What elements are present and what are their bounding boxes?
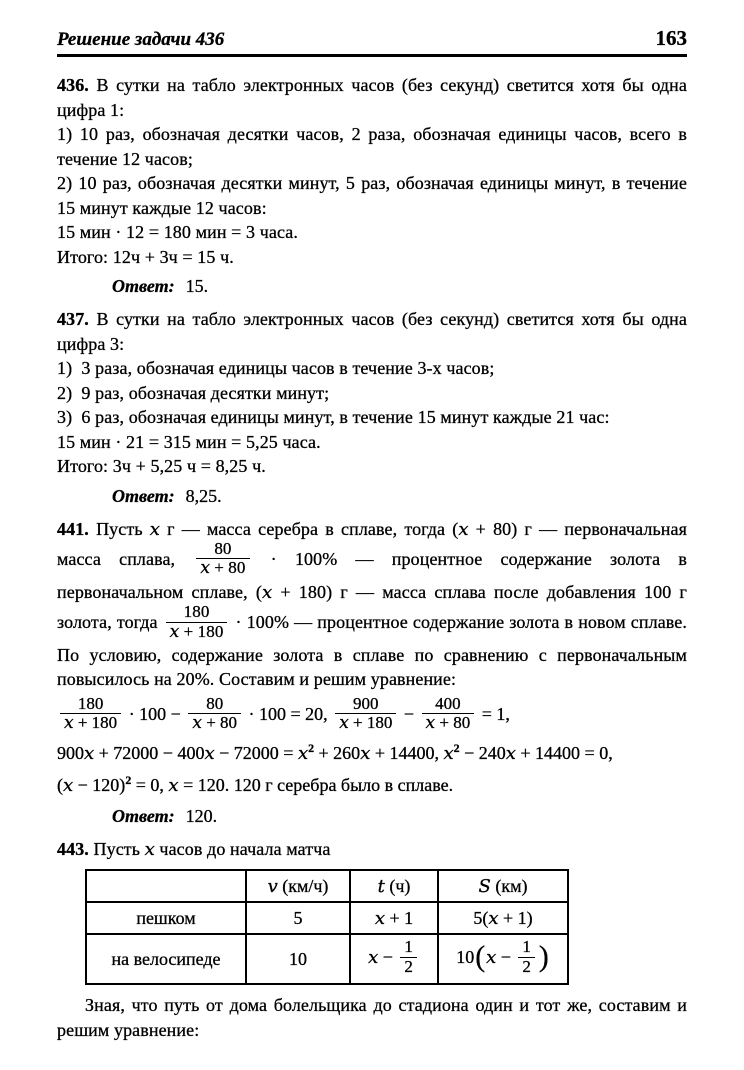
table-cell: x − $\frac{1}{2}$ xyxy=(350,934,438,984)
solution-443 xyxy=(57,837,687,1043)
solution-443-closing: Зная, что путь от дома болельщика до стадиона один и тот же, составим и решим уравнение: xyxy=(57,995,687,1040)
running-header xyxy=(57,26,687,51)
solution-437-intro: 437. В сутки на табло электронных часов (без секунд) светится хотя бы одна цифра 3: xyxy=(57,309,687,354)
answer-label: Ответ: xyxy=(112,805,175,826)
solution-437-item-3: 3) 6 раз, обозначая единицы минут, в течение 15 минут каждые 21 час: xyxy=(57,407,610,427)
answer-value: 8,25. xyxy=(185,485,222,506)
table-cell: 10 xyxy=(246,934,350,984)
solution-437-calculation: 15 мин · 21 = 315 мин = 5,25 часа. xyxy=(57,431,321,452)
solution-436-total: Итого: 12ч + 3ч = 15 ч. xyxy=(57,246,234,267)
table-header-cell-time: t (ч) xyxy=(350,870,438,902)
table-row-bicycle xyxy=(86,934,568,984)
page-number: 163 xyxy=(655,26,687,50)
table-cell: 10(x − $\frac{1}{2}$ ) xyxy=(438,934,568,984)
solution-437 xyxy=(57,307,687,508)
table-header-cell-distance: S (км) xyxy=(438,870,568,902)
solution-436-calculation: 15 мин · 12 = 180 мин = 3 часа. xyxy=(57,222,298,242)
running-title: Решение задачи 436 xyxy=(57,29,225,50)
solution-441-answer xyxy=(112,804,687,828)
solution-441-body: 441. Пусть x г — масса серебра в сплаве, тогда (x + 80) г — первоначальная масса сплава, $\frac{80}{x + 80}$ · 100% — процентное содержание золота в первоначальном сплаве, (x + 180) г — масса сплава после добавления 100 г золота, тогда $\frac{180}{x + 180}$ · 100% — процентное содержание золота в новом сплаве. По условию, содержание золота в сплаве по сравнению с первоначальным повысилось на 20%. Составим и решим уравнение: xyxy=(57,518,688,690)
solution-437-total: Итого: 3ч + 5,25 ч = 8,25 ч. xyxy=(57,456,266,476)
table-header-cell-label xyxy=(86,870,246,902)
table-cell: x + 1 xyxy=(350,902,438,934)
header-rule xyxy=(57,54,687,57)
table-cell: на велосипеде xyxy=(86,934,246,984)
solution-436-intro: 436. В сутки на табло электронных часов (без секунд) светится хотя бы одна цифра 1: xyxy=(57,75,687,120)
table-header-row xyxy=(86,870,568,902)
solution-441-equation-2: $900x + 72000 - 400x - 72000 = x^2 + 260x + 14400$, $x^2 - 240x + 14400 = 0$, xyxy=(57,740,613,764)
solution-441-equation-3: $(x - 120)^2 = 0$, x = 120. 120 г серебра было в сплаве. xyxy=(57,772,454,796)
answer-value: 15. xyxy=(185,276,209,296)
solution-436-answer xyxy=(112,274,687,298)
table-header-cell-speed: v (км/ч) xyxy=(246,870,350,902)
solution-436 xyxy=(57,73,687,298)
solution-437-item-1: 1) 3 раза, обозначая единицы часов в течение 3-х часов; xyxy=(57,358,495,378)
solution-437-answer xyxy=(112,484,687,508)
table-cell: пешком xyxy=(86,902,246,934)
solution-436-item-2: 2) 10 раз, обозначая десятки минут, 5 раз, обозначая единицы минут, в течение 15 минут каждые 12 часов: xyxy=(57,173,687,218)
solution-437-item-2: 2) 9 раз, обозначая десятки минут; xyxy=(57,382,330,403)
solution-441-equation-1: $\frac{180}{x + 180}$ · 100 − $\frac{80}{x + 80}$ · 100 = 20, $\frac{900}{x + 180}$ − $\frac{400}{x + 80}$ = 1, xyxy=(57,697,687,735)
answer-label: Ответ: xyxy=(112,276,175,296)
solution-441 xyxy=(57,517,687,828)
answer-value: 120. xyxy=(185,805,218,826)
table-cell: 5(x + 1) xyxy=(438,902,568,934)
answer-label: Ответ: xyxy=(112,485,175,506)
table-row-walking xyxy=(86,902,568,934)
solution-436-item-1: 1) 10 раз, обозначая десятки часов, 2 раза, обозначая единицы часов, всего в течение 12 часов; xyxy=(57,124,687,169)
solution-443-intro: 443. Пусть x часов до начала матча xyxy=(57,838,331,860)
motion-table xyxy=(85,869,569,985)
table-cell: 5 xyxy=(246,902,350,934)
